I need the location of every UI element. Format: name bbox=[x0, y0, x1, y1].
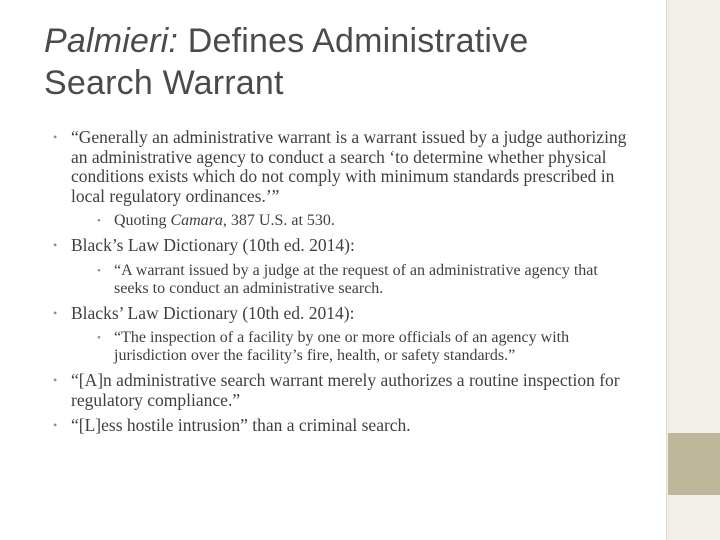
bullet-text: Black’s Law Dictionary (10th ed. 2014): bbox=[71, 235, 355, 255]
sub-bullet-text: “A warrant issued by a judge at the request of an administrative agency that seeks to conduct an administrative search. bbox=[114, 261, 598, 297]
bullet-list bbox=[52, 128, 632, 436]
bullet-icon: • bbox=[53, 305, 58, 320]
title-italic-part: Palmieri: bbox=[44, 22, 179, 60]
bullet-item-4 bbox=[52, 371, 632, 410]
bullet-text: Blacks’ Law Dictionary (10th ed. 2014): bbox=[71, 302, 355, 323]
sub-bullet-list bbox=[71, 262, 632, 298]
sub-bullet-suffix: , 387 U.S. at 530. bbox=[222, 212, 335, 229]
sub-bullet-prefix: Quoting bbox=[114, 212, 171, 229]
slide-body bbox=[52, 128, 632, 442]
bullet-icon: • bbox=[53, 418, 58, 432]
bullet-item-1 bbox=[52, 128, 632, 230]
side-decor-divider bbox=[666, 0, 667, 540]
bullet-icon: • bbox=[53, 130, 58, 144]
case-name: Camara bbox=[170, 212, 223, 229]
bullet-text: “Generally an administrative warrant is a warrant issued by a judge authorizing an administrative agency to conduct a search ‘to determine whether physical conditions exists which do not comply with minimum standards prescribed in local regulatory ordinances.’” bbox=[71, 127, 627, 206]
bullet-icon: • bbox=[97, 215, 101, 227]
sub-bullet-item bbox=[71, 329, 632, 365]
bullet-text: “[L]ess hostile intrusion” than a criminal search. bbox=[71, 415, 411, 435]
sub-bullet-item bbox=[71, 212, 632, 230]
bullet-item-2 bbox=[52, 236, 632, 298]
title-line1-rest: Defines Administrative bbox=[178, 22, 529, 60]
bullet-icon: • bbox=[53, 238, 58, 252]
sub-bullet-item bbox=[71, 262, 632, 298]
slide-title bbox=[44, 20, 644, 104]
title-line2: Search Warrant bbox=[44, 64, 284, 102]
bullet-icon: • bbox=[97, 332, 101, 344]
bullet-item-5 bbox=[52, 416, 632, 436]
sub-bullet-list bbox=[71, 212, 632, 230]
bullet-item-3 bbox=[52, 304, 632, 366]
side-decor-accent-block bbox=[668, 433, 720, 495]
bullet-icon: • bbox=[53, 373, 58, 387]
side-decor-lower-block bbox=[668, 497, 720, 540]
sub-bullet-text: “The inspection of a facility by one or more officials of an agency with jurisdiction over the facility’s fire, health, or safety standards.” bbox=[114, 329, 570, 364]
bullet-icon: • bbox=[97, 264, 101, 277]
bullet-text: “[A]n administrative search warrant merely authorizes a routine inspection for regulatory compliance.” bbox=[71, 370, 620, 410]
sub-bullet-list bbox=[71, 329, 632, 365]
